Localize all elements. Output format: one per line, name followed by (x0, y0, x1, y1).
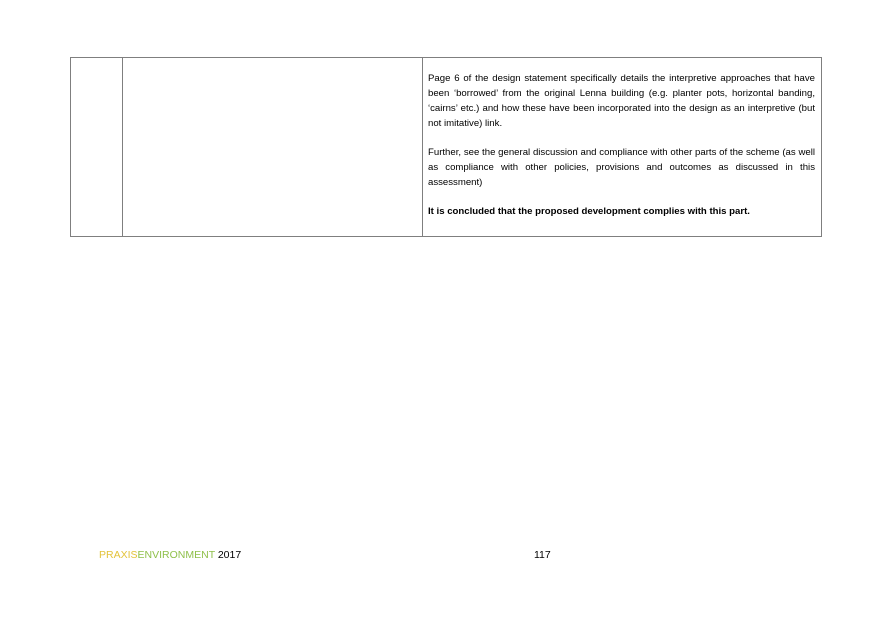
assessment-table (70, 57, 822, 237)
assessment-paragraph: Further, see the general discussion and compliance with other parts of the scheme (as well as compliance with other policies, provisions and outcomes as discussed in this assessment) (428, 147, 815, 188)
brand-environment-text: ENVIRONMENT (137, 549, 215, 561)
brand-praxis-text: PRAXIS (99, 549, 138, 561)
table-row (71, 58, 822, 237)
assessment-conclusion: It is concluded that the proposed development complies with this part. (428, 206, 750, 217)
table-cell-provision (123, 58, 423, 237)
brand-year: 2017 (214, 549, 242, 561)
page-number: 117 (534, 549, 551, 561)
footer-brand (99, 548, 241, 562)
table-cell-assessment (423, 58, 822, 237)
table-cell-reference (71, 58, 123, 237)
assessment-text (423, 58, 821, 219)
assessment-paragraph: Page 6 of the design statement specifically details the interpretive approaches that have been ‘borrowed’ from the original Lenna building (e.g. planter pots, horizontal banding, ‘cairns’ etc.) and how these have been incorporated into the design as an interpretive (but not imitative) link. (428, 73, 815, 129)
